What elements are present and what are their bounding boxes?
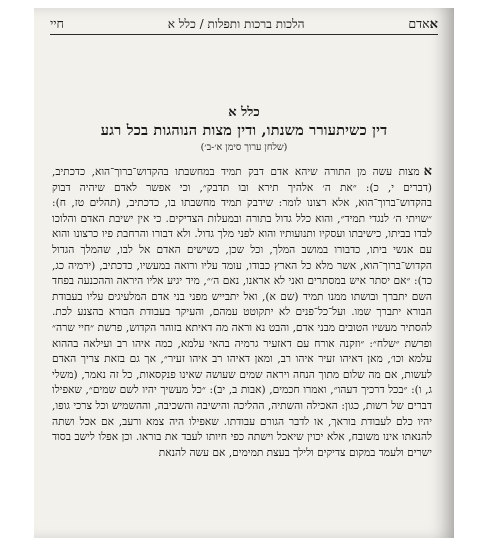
- header-letter: א: [429, 17, 438, 32]
- chapter-source: (שלחן ערוך סימן א׳-ב׳): [200, 142, 288, 153]
- chapter-title-block: [50, 104, 438, 153]
- header-book: חיי: [50, 16, 64, 31]
- body-text: [52, 164, 432, 461]
- running-header: [50, 14, 438, 35]
- chapter-title: דין כשיתעורר משנתו, ודין מצות הנוהגות בכל רגע: [100, 122, 388, 139]
- chapter-label: כלל א: [228, 105, 260, 120]
- paragraph-initial: א: [423, 164, 432, 179]
- paragraph-text: מצות עשה מן התורה שיהא אדם דבק תמיד במחשבתו בהקדוש־ברוך־הוא, כדכתיב, (דברים י, כ): ״את ה׳ אלהיך תירא ובו תדבק״, וכי אפשר לאדם שיהיה דבוק בהקדוש־ברוך־הוא, אלא רצונו לומר: שידבק תמיד מחשבתו בו, כדכתיב, (תהלים טז, ח): ״שויתי ה׳ לנגדי תמיד״, והוא כלל גדול בתורה ובמעלות הצדיקים. כי אין ישיבת האדם והלוכו לבדו בביתו, כישיבתו ועסקיו ותנועותיו והוא לפני מלך גדול. ולא דבורו והרחבת פיו כרצונו והוא עם אנשי ביתו, כדבורו במושב המלך, וכל שכן, כשישים האדם אל לבו, שהמלך הגדול הקדוש־ברוך־הוא, אשר מלא כל הארץ כבודו, עומד עליו ורואה במעשיו, כדכתיב, (ירמיה כג, כד): ״אם יסתר איש במסתרים ואני לא אראנו, נאם ה׳״, מיד יגיע אליו היראה וההכנעה בפחד השם יתברך ובושתו ממנו תמיד (שם א), ואל יתבייש מפני בני אדם המלעיגים עליו בעבודת הבורא יתברך שמו. ועל־כל־פנים לא יתקוטט עמהם, והעיקר בעבודת הבורא בהצנע לכת. להסתיר מעשיו הטובים מבני אדם, והבט נא וראה מה דאיתא בזוהר הקדוש, פרשת ״חיי שרה״ ופרשת ״שלח״: ״וזקנה אורח עם דאזעיר גרמיה בהאי עלמא, כמה איהו רב ועילאה בההוא עלמא וכו׳, מאן דאיהו זעיר איהו רב, ומאן דאיהו רב איהו זעיר״, אך גם בזאת צריך האדם לעשות, אם מה שלום מתוך הנחה ויראה שמים שעושה שאינו פנקסאות, כל זה נאמר, (משלי ג, ו): ״בכל דרכיך דעהו״, ואמרו חכמים, (אבות ב, יב): ״כל מעשיך יהיו לשם שמים״, שאפילו דברים של רשות, כגון: האכילה והשתיה, ההליכה והישיבה והשכיבה, וההשמיש וכל צרכי גופו, יהיו כלם לעבודת בוראך, או לדבר הגורם עבודתו. שאפילו היה צמא ורעב, אם אכל ושתה להנאתו אינו משובח, אלא יכוין שיאכל וישתה כפי חיותו לעבד את בוראו. וכן אפלו לישב בסוד ישרים ולעמד במקום צדיקים ולילך בעצת תמימים, אם עשה להנאת: [52, 166, 432, 459]
- header-section: הלכות ברכות ותפלות / כלל א: [167, 16, 305, 31]
- book-page: [34, 8, 454, 538]
- header-word: אדם: [408, 16, 430, 31]
